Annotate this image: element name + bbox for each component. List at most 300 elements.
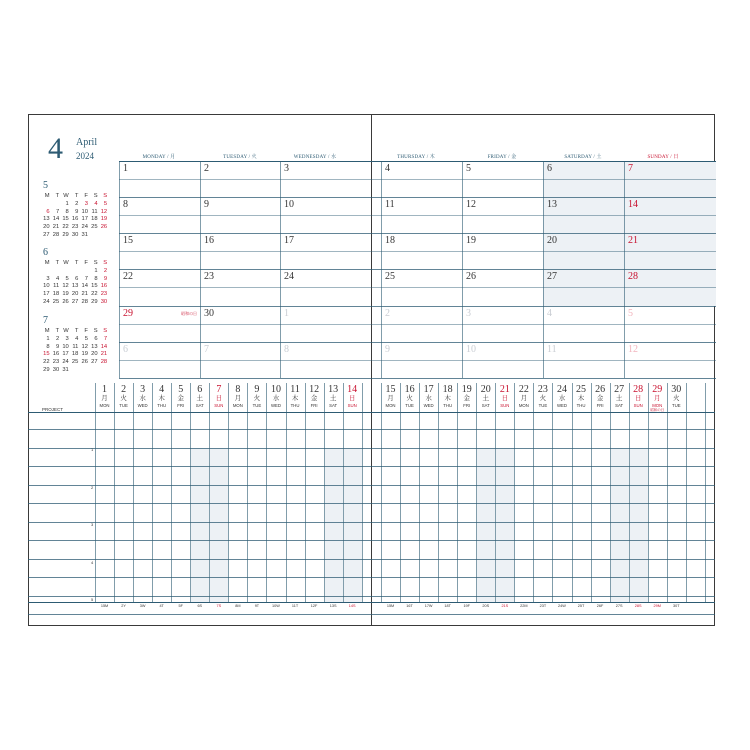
mini-day: 6 xyxy=(75,275,79,282)
gantt-day-number: 3 xyxy=(140,384,146,395)
project-number: 4 xyxy=(91,559,94,565)
mini-day: 20 xyxy=(71,291,79,298)
grid-line xyxy=(119,233,716,234)
mini-weekday: F xyxy=(84,328,88,334)
gantt-column-line xyxy=(419,383,420,602)
day-number: 12 xyxy=(466,199,476,210)
gantt-day-number: 13 xyxy=(328,384,339,395)
mini-day: 17 xyxy=(81,216,88,223)
week-label: 27S xyxy=(615,604,623,608)
gantt-day-abbr: SAT xyxy=(481,403,490,408)
day-number: 1 xyxy=(123,163,128,174)
mini-day: 7 xyxy=(55,208,60,215)
mini-day: 4 xyxy=(55,275,60,282)
week-label: 2Y xyxy=(121,604,126,608)
mini-day: 16 xyxy=(71,216,79,223)
day-number: 5 xyxy=(466,163,471,174)
weekday-header: FRIDAY / 金 xyxy=(487,155,517,160)
week-label: 14S xyxy=(348,604,356,608)
gantt-day-kanji: 火 xyxy=(120,395,127,402)
weekend-shade xyxy=(496,448,514,602)
week-label: 29M xyxy=(653,604,661,608)
gantt-row-line xyxy=(28,596,715,597)
mini-day: 7 xyxy=(84,275,88,282)
gantt-column-line xyxy=(362,383,363,602)
gantt-day-abbr: THU xyxy=(576,403,586,408)
day-number: 14 xyxy=(628,199,638,210)
gantt-day-header xyxy=(514,385,533,408)
day-number: 7 xyxy=(628,163,633,174)
gantt-day-abbr: WED xyxy=(423,403,434,408)
mini-day: 19 xyxy=(81,351,88,358)
gantt-row-line xyxy=(28,559,715,560)
mini-day: 1 xyxy=(94,267,98,274)
gantt-column-line xyxy=(438,383,439,602)
mini-day: 14 xyxy=(52,216,60,223)
mini-weekday-row xyxy=(40,193,110,201)
gantt-day-abbr: SUN xyxy=(500,403,510,408)
mini-day xyxy=(50,268,60,276)
mini-day: 7 xyxy=(103,335,108,342)
grid-column-line xyxy=(543,161,544,378)
gantt-day-kanji: 月 xyxy=(101,395,108,402)
gantt-day-header xyxy=(438,385,457,408)
mini-day: 10 xyxy=(81,208,88,215)
mini-day: 8 xyxy=(94,275,98,282)
day-number: 21 xyxy=(628,235,638,246)
gantt-day-kanji: 日 xyxy=(634,395,642,402)
mini-day: 13 xyxy=(71,283,79,290)
mini-day: 4 xyxy=(94,200,98,207)
gantt-day-number: 12 xyxy=(309,384,320,395)
mini-day: 28 xyxy=(100,359,108,366)
weekend-shade xyxy=(611,448,629,602)
mini-day: 18 xyxy=(71,351,79,358)
gantt-day-abbr: MON xyxy=(232,403,243,408)
gantt-day-header xyxy=(419,385,438,408)
day-number: 26 xyxy=(466,271,476,282)
mini-weekday: S xyxy=(103,193,108,199)
mini-weekday: S xyxy=(103,328,108,334)
gantt-column-line xyxy=(514,383,515,602)
day-number: 4 xyxy=(385,163,390,174)
gantt-day-number: 29 xyxy=(652,384,663,395)
holiday-label: 昭和の日 xyxy=(181,311,197,316)
day-number: 15 xyxy=(123,235,133,246)
gantt-day-number: 8 xyxy=(235,384,241,395)
grid-subline xyxy=(119,215,716,216)
day-number: 18 xyxy=(385,235,395,246)
project-label: PROJECT xyxy=(42,407,64,412)
gantt-day-kanji: 火 xyxy=(253,395,261,402)
mini-day: 14 xyxy=(100,343,108,350)
mini-day: 17 xyxy=(62,351,69,358)
day-number: 22 xyxy=(123,271,133,282)
gantt-day-number: 30 xyxy=(671,384,682,395)
mini-day: 22 xyxy=(62,224,69,231)
mini-day: 31 xyxy=(62,366,69,373)
gantt-day-abbr: FRI xyxy=(310,403,318,408)
gantt-day-kanji: 金 xyxy=(310,395,318,402)
mini-day: 15 xyxy=(62,216,69,223)
gantt-day-kanji: 日 xyxy=(501,395,509,402)
day-number: 3 xyxy=(284,163,289,174)
mini-day: 16 xyxy=(52,351,60,358)
day-number: 1 xyxy=(284,308,289,319)
gantt-day-abbr: FRI xyxy=(596,403,604,408)
mini-day xyxy=(69,367,79,375)
mini-day xyxy=(88,367,98,375)
gantt-day-kanji: 水 xyxy=(272,395,280,402)
gantt-day-abbr: MON xyxy=(385,403,396,408)
mini-week-row xyxy=(40,232,110,240)
mini-day: 18 xyxy=(52,291,60,298)
gantt-column-line xyxy=(305,383,306,602)
mini-weekday: T xyxy=(74,260,79,266)
gantt-day-header xyxy=(572,385,591,408)
mini-weekday: T xyxy=(55,193,60,199)
week-label: 21S xyxy=(501,604,509,608)
gantt-day-header xyxy=(610,385,629,408)
mini-day: 28 xyxy=(52,231,60,238)
week-label: 7S xyxy=(216,604,222,608)
day-number: 25 xyxy=(385,271,395,282)
mini-day: 23 xyxy=(100,291,108,298)
weekday-header: SATURDAY / 土 xyxy=(564,155,602,160)
gantt-column-line xyxy=(572,383,573,602)
day-number: 11 xyxy=(547,344,557,355)
mini-day: 27 xyxy=(91,359,98,366)
gantt-day-kanji: 土 xyxy=(615,395,623,402)
day-number: 11 xyxy=(385,199,395,210)
day-number: 2 xyxy=(204,163,209,174)
day-number: 8 xyxy=(284,344,289,355)
weekend-shade xyxy=(210,448,228,602)
gantt-day-header xyxy=(152,385,171,408)
gantt-day-header xyxy=(190,385,209,408)
mini-day: 12 xyxy=(81,343,88,350)
grid-column-line xyxy=(200,161,201,378)
gantt-day-kanji: 月 xyxy=(387,395,394,402)
mini-day: 26 xyxy=(81,359,88,366)
mini-day: 3 xyxy=(84,200,88,207)
mini-day: 1 xyxy=(46,335,50,342)
gantt-day-header xyxy=(171,385,190,408)
week-label: 8M xyxy=(235,604,241,608)
day-number: 7 xyxy=(204,344,209,355)
mini-day: 5 xyxy=(84,335,88,342)
gantt-day-abbr: TUE xyxy=(671,403,681,408)
day-number: 20 xyxy=(547,235,557,246)
mini-week-row xyxy=(40,351,110,359)
day-number: 30 xyxy=(204,308,214,319)
gantt-day-abbr: SAT xyxy=(615,403,624,408)
gantt-day-number: 15 xyxy=(385,384,396,395)
gantt-column-line xyxy=(457,383,458,602)
day-number: 10 xyxy=(284,199,294,210)
gantt-row-line xyxy=(28,429,715,430)
gantt-row-line xyxy=(28,522,715,523)
gantt-day-number: 20 xyxy=(480,384,491,395)
gantt-day-number: 27 xyxy=(614,384,625,395)
grid-column-line xyxy=(280,161,281,378)
day-number: 24 xyxy=(284,271,294,282)
gantt-day-abbr: SAT xyxy=(195,403,204,408)
mini-day: 30 xyxy=(71,231,79,238)
gantt-column-line xyxy=(400,383,401,602)
mini-weekday: T xyxy=(74,328,79,334)
grid-line xyxy=(119,342,716,343)
mini-day: 12 xyxy=(100,208,108,215)
week-label: 3W xyxy=(139,604,146,608)
mini-calendar-7 xyxy=(40,315,110,375)
mini-day: 11 xyxy=(91,208,98,215)
grid-line xyxy=(119,161,716,162)
day-number: 10 xyxy=(466,344,476,355)
weekday-header: TUESDAY / 火 xyxy=(223,155,257,160)
mini-day: 30 xyxy=(52,366,60,373)
mini-day: 14 xyxy=(81,283,88,290)
gantt-day-number: 4 xyxy=(159,384,165,395)
gantt-day-abbr: MON xyxy=(652,403,663,408)
weekend-shade xyxy=(325,448,343,602)
gantt-day-header xyxy=(591,385,610,408)
gantt-day-header xyxy=(629,385,648,408)
gantt-day-header xyxy=(209,385,228,408)
mini-day: 13 xyxy=(43,216,50,223)
mini-day: 18 xyxy=(91,216,98,223)
gantt-column-line xyxy=(629,383,630,602)
mini-weekday: F xyxy=(84,260,88,266)
day-number: 27 xyxy=(547,271,557,282)
gantt-column-line xyxy=(648,383,649,602)
day-number: 19 xyxy=(466,235,476,246)
gantt-day-kanji: 土 xyxy=(329,395,337,402)
gantt-day-abbr: TUE xyxy=(405,403,414,408)
mini-weekday: W xyxy=(63,193,69,199)
gantt-day-abbr: SAT xyxy=(329,403,338,408)
mini-weekday: M xyxy=(44,193,50,199)
week-label: 19F xyxy=(463,604,470,608)
gantt-day-abbr: THU xyxy=(290,403,300,408)
gantt-day-number: 18 xyxy=(442,384,453,395)
mini-day xyxy=(69,268,79,276)
mini-day: 9 xyxy=(55,343,60,350)
gantt-day-kanji: 日 xyxy=(348,395,356,402)
mini-day: 25 xyxy=(91,224,98,231)
gantt-row-line xyxy=(28,448,715,449)
mini-day: 27 xyxy=(71,298,79,305)
gantt-day-kanji: 金 xyxy=(463,395,470,402)
gantt-day-abbr: WED xyxy=(556,403,567,408)
gantt-column-line xyxy=(247,383,248,602)
grid-line xyxy=(119,306,716,307)
gantt-column-line xyxy=(591,383,592,602)
gantt-column-line xyxy=(476,383,477,602)
mini-day xyxy=(50,201,60,209)
mini-day: 1 xyxy=(65,200,69,207)
mini-weekday: T xyxy=(55,260,60,266)
mini-day xyxy=(40,268,50,276)
mini-day xyxy=(98,232,108,240)
mini-week-row xyxy=(40,336,110,344)
weekend-shade xyxy=(630,448,648,602)
day-number: 12 xyxy=(628,344,638,355)
mini-weekday: M xyxy=(44,260,50,266)
mini-day: 24 xyxy=(43,298,50,305)
week-label: 5F xyxy=(178,604,183,608)
mini-week-row xyxy=(40,359,110,367)
mini-weekday: W xyxy=(63,260,69,266)
gantt-day-kanji: 木 xyxy=(577,395,585,402)
gantt-day-header xyxy=(552,385,571,408)
gantt-day-kanji: 木 xyxy=(291,395,299,402)
grid-subline xyxy=(119,360,716,361)
month-name: April xyxy=(76,137,98,148)
mini-weekday: M xyxy=(44,328,50,334)
mini-weekday: S xyxy=(103,260,108,266)
mini-day: 12 xyxy=(62,283,69,290)
mini-week-row xyxy=(40,367,110,375)
mini-week-row xyxy=(40,224,110,232)
mini-day: 31 xyxy=(81,231,88,238)
gantt-day-kanji: 火 xyxy=(673,395,680,402)
mini-calendar-5 xyxy=(40,180,110,240)
gantt-day-number: 24 xyxy=(556,384,567,395)
gantt-day-number: 19 xyxy=(461,384,472,395)
mini-day: 30 xyxy=(100,298,108,305)
gantt-column-line xyxy=(381,383,382,602)
year-label: 2024 xyxy=(76,151,94,161)
month-number: 4 xyxy=(48,132,63,165)
gantt-column-line xyxy=(286,383,287,602)
mini-day: 16 xyxy=(100,283,108,290)
gantt-row-line xyxy=(28,503,715,504)
gantt-day-abbr: THU xyxy=(443,403,453,408)
mini-week-row xyxy=(40,276,110,284)
day-number: 9 xyxy=(204,199,209,210)
gantt-column-line xyxy=(667,383,668,602)
gantt-day-kanji: 火 xyxy=(406,395,413,402)
mini-week-row xyxy=(40,201,110,209)
mini-day xyxy=(59,268,69,276)
mini-day: 17 xyxy=(43,291,50,298)
gantt-column-line xyxy=(343,383,344,602)
mini-day xyxy=(88,232,98,240)
gantt-day-kanji: 土 xyxy=(482,395,490,402)
gantt-day-number: 6 xyxy=(197,384,203,395)
mini-day: 3 xyxy=(46,275,50,282)
gantt-holiday-label: 昭和の日 xyxy=(650,408,665,412)
gantt-column-line xyxy=(552,383,553,602)
week-label: 15M xyxy=(386,604,395,608)
mini-weekday: F xyxy=(84,193,88,199)
mini-day: 20 xyxy=(43,224,50,231)
gantt-day-kanji: 月 xyxy=(234,395,242,402)
gantt-column-line xyxy=(133,383,134,602)
gantt-row-line xyxy=(28,614,715,615)
mini-day: 21 xyxy=(52,224,60,231)
weekday-header: THURSDAY / 木 xyxy=(397,155,435,160)
gantt-day-abbr: THU xyxy=(157,403,167,408)
gantt-column-line xyxy=(705,383,706,602)
mini-day: 22 xyxy=(91,291,98,298)
mini-day: 24 xyxy=(81,224,88,231)
mini-weekday: S xyxy=(93,328,98,334)
gantt-day-abbr: WED xyxy=(270,403,281,408)
gantt-row-line xyxy=(28,485,715,486)
mini-day: 8 xyxy=(65,208,69,215)
gantt-day-kanji: 日 xyxy=(215,395,223,402)
grid-column-line xyxy=(381,161,382,378)
weekend-shade xyxy=(344,448,362,602)
gantt-day-abbr: WED xyxy=(137,403,148,408)
gantt-day-header xyxy=(228,385,247,408)
mini-week-row xyxy=(40,283,110,291)
mini-day: 28 xyxy=(81,298,88,305)
gantt-day-abbr: MON xyxy=(518,403,529,408)
gantt-day-kanji: 水 xyxy=(425,395,432,402)
day-number: 9 xyxy=(385,344,390,355)
mini-day: 29 xyxy=(91,298,98,305)
mini-day xyxy=(78,268,88,276)
day-number: 29 xyxy=(123,308,133,319)
mini-day: 6 xyxy=(94,335,98,342)
gantt-day-number: 26 xyxy=(595,384,606,395)
gantt-day-abbr: TUE xyxy=(538,403,548,408)
gantt-column-line xyxy=(266,383,267,602)
gantt-day-abbr: SUN xyxy=(633,403,643,408)
mini-day: 20 xyxy=(91,351,98,358)
gantt-day-header xyxy=(495,385,514,408)
gantt-day-header xyxy=(305,385,324,408)
week-label: 6S xyxy=(197,604,203,608)
grid-subline xyxy=(119,287,716,288)
gantt-day-kanji: 水 xyxy=(558,395,566,402)
gantt-day-number: 11 xyxy=(290,384,300,395)
day-number: 2 xyxy=(385,308,390,319)
day-number: 28 xyxy=(628,271,638,282)
gantt-day-number: 5 xyxy=(178,384,184,395)
mini-day: 22 xyxy=(43,359,50,366)
week-label: 26F xyxy=(596,604,604,608)
mini-day: 21 xyxy=(81,291,88,298)
grid-line xyxy=(119,269,716,270)
gantt-day-kanji: 木 xyxy=(444,395,451,402)
mini-weekday-row xyxy=(40,260,110,268)
mini-day: 15 xyxy=(43,351,50,358)
grid-subline xyxy=(119,179,716,180)
mini-calendar-6 xyxy=(40,247,110,307)
mini-day: 10 xyxy=(43,283,50,290)
gantt-day-number: 14 xyxy=(347,384,358,395)
gantt-day-abbr: MON xyxy=(99,403,110,408)
gantt-day-number: 10 xyxy=(270,384,281,395)
week-label: 12F xyxy=(310,604,318,608)
gantt-day-number: 9 xyxy=(254,384,260,395)
mini-day: 21 xyxy=(100,351,108,358)
mini-day: 15 xyxy=(91,283,98,290)
day-number: 8 xyxy=(123,199,128,210)
mini-day: 29 xyxy=(62,231,69,238)
gantt-day-kanji: 金 xyxy=(596,395,604,402)
mini-day: 5 xyxy=(103,200,108,207)
gantt-column-line xyxy=(228,383,229,602)
gantt-day-kanji: 水 xyxy=(139,395,146,402)
gantt-day-header xyxy=(381,385,400,408)
gantt-day-number: 16 xyxy=(404,384,415,395)
weekend-shade xyxy=(477,448,495,602)
